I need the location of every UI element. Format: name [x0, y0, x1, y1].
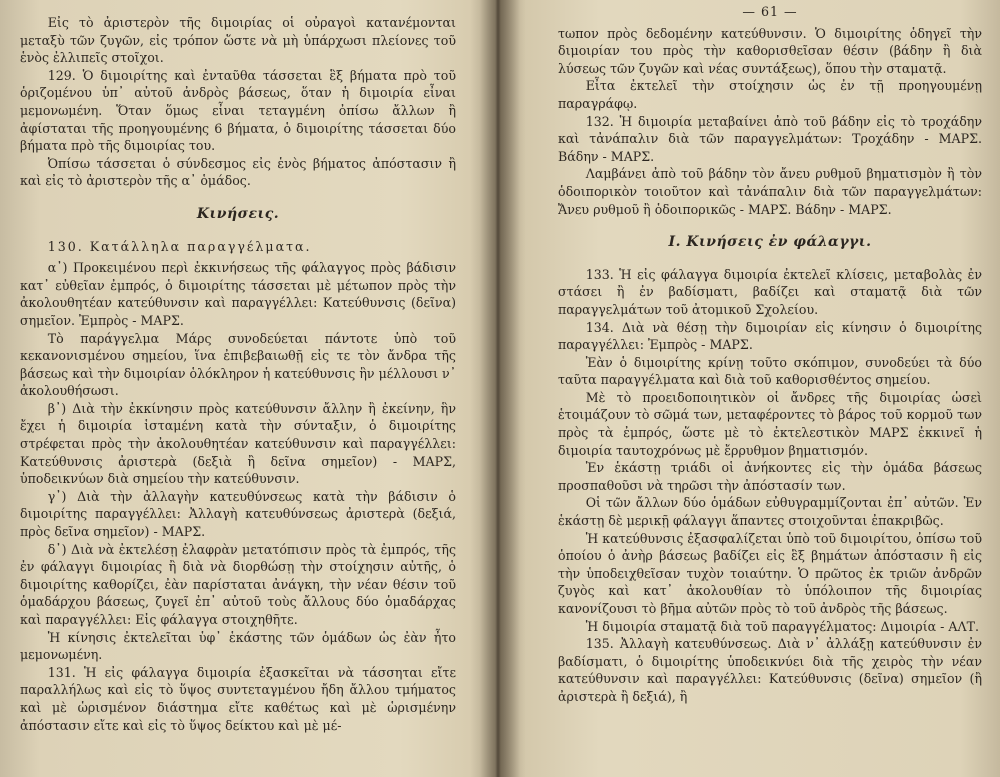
- paragraph-133: 133. Ἡ εἰς φάλαγγα διμοιρία ἐκτελεῖ κλίσεις, μεταβολὰς ἐν στάσει ἢ ἐν βαδίσματι, βαδίζει καὶ σταματᾷ διὰ τῶν παραγγελμάτων τοῦ ἀτομικοῦ Σχολείου.: [558, 266, 982, 317]
- paragraph: Εἰς τὸ ἀριστερὸν τῆς διμοιρίας οἱ οὐραγοὶ κατανέμονται μεταξὺ τῶν ζυγῶν, εἰς τρόπον ὥστε νὰ μὴ ὑπάρχωσι πλείονες τοῦ ἑνὸς ἐλλιπεῖς στοῖχοι.: [20, 15, 456, 66]
- paragraph: Ἡ κίνησις ἐκτελεῖται ὑφ᾽ ἑκάστης τῶν ὁμάδων ὡς ἐὰν ἦτο μεμονωμένη.: [20, 629, 456, 663]
- paragraph: Λαμβάνει ἀπὸ τοῦ βάδην τὸν ἄνευ ρυθμοῦ βηματισμὸν ἢ τὸν ὁδοιπορικὸν τοιοῦτον καὶ τἀνάπαλιν διὰ τῶν παραγγελμάτων: Ἄνευ ρυθμοῦ ἢ ὁδοιπορικῶς - ΜΑΡΣ. Βάδην - ΜΑΡΣ.: [558, 166, 982, 217]
- paragraph: Ἐν ἑκάστῃ τριάδι οἱ ἀνήκοντες εἰς τὴν ὁμάδα βάσεως προσπαθοῦσι νὰ τηρῶσι τὴν ἀπόστασίν των.: [558, 460, 982, 493]
- paragraph-130c: γ᾽) Διὰ τὴν ἀλλαγὴν κατευθύνσεως κατὰ τὴν βάδισιν ὁ διμοιρίτης παραγγέλλει: Ἀλλαγὴ κατευθύνσεως ἀριστερὰ (δεξιά, πρὸς δεῖνα σημεῖον) - ΜΑΡΣ.: [20, 488, 456, 540]
- paragraph-130-title: 130. Κατάλληλα παραγγέλματα.: [47, 238, 312, 254]
- section-heading: Ι. Κινήσεις ἐν φάλαγγι.: [668, 234, 872, 251]
- paragraph-135: 135. Ἀλλαγὴ κατευθύνσεως. Διὰ ν᾽ ἀλλάξῃ κατεύθυνσιν ἐν βαδίσματι, ὁ διμοιρίτης ὑποδεικνύει διὰ τῆς χειρὸς τὴν νέαν κατεύθυνσιν καὶ παραγγέλλει: Κατεύθυνσις (δεῖνα) σημεῖον (ἢ ἀριστερὰ ἢ δεξιά), ἢ: [558, 636, 982, 704]
- paragraph: Οἱ τῶν ἄλλων δύο ὁμάδων εὐθυγραμμίζονται ἐπ᾽ αὐτῶν. Ἐν ἑκάστῃ δὲ μερικῇ φάλαγγι ἅπαντες στοιχοῦνται ἐπακριβῶς.: [558, 495, 982, 529]
- paragraph-129: 129. Ὁ διμοιρίτης καὶ ἐνταῦθα τάσσεται ἓξ βήματα πρὸ τοῦ ὁριζομένου ὑπ᾽ αὐτοῦ ἀνδρὸς βάσεως, ὅταν ἡ διμοιρία εἶναι μεμονωμένη. Ὅταν ὅμως εἶναι τεταγμένη ὀπίσω ἄλλων ἢ ἀφίσταται τῆς προηγουμένης 6 βήματα, ὁ διμοιρίτης τάσσεται δύο βήματα πρὸ τῆς διμοιρίας του.: [20, 67, 456, 154]
- paragraph-131: 131. Ἡ εἰς φάλαγγα διμοιρία ἐξασκεῖται νὰ τάσσηται εἴτε παραλλήλως καὶ εἰς τὸ ὕψος συντεταγμένου ἤδη ἄλλου τμήματος καὶ μὲ ὡρισμένον διάστημα εἴτε καθέτως καὶ μὲ ὡρισμένην ἀπόστασιν εἴτε καὶ εἰς τὸ ὕψος δείκτου καὶ μὲ μέ-: [20, 664, 456, 733]
- paragraph-130d: δ᾽) Διὰ νὰ ἐκτελέσῃ ἐλαφρὰν μετατόπισιν πρὸς τὰ ἐμπρός, τῆς ἐν φάλαγγι διμοιρίας ἢ διὰ νὰ διορθώσῃ τὴν στοίχησιν αὐτῆς, ὁ διμοιρίτης καθορίζει, ἐὰν παρίσταται ἀνάγκη, τὴν νέαν θέσιν τοῦ ὁμαδάρχου βάσεως, ζυγεῖ ἐπ᾽ αὐτοῦ τοὺς ἄλλους δύο ὁμαδάρχας καὶ παραγγέλλει: Εἰς φάλαγγα στοιχηθῆτε.: [20, 541, 456, 627]
- book-gutter: [470, 0, 526, 777]
- paragraph: Ὀπίσω τάσσεται ὁ σύνδεσμος εἰς ἑνὸς βήματος ἀπόστασιν ἢ καὶ εἰς τὸ ἀριστερὸν τῆς α᾽ ὁμάδος.: [20, 155, 456, 189]
- paragraph: Μὲ τὸ προειδοποιητικὸν οἱ ἄνδρες τῆς διμοιρίας ὡσεὶ ἑτοιμάζουν τὸ σῶμά των, μεταφέροντες τὸ βάρος τοῦ κορμοῦ των πρὸς τὰ ἐμπρός, ὥστε μὲ τὸ ἐκτελεστικὸν ΜΑΡΣ ἐκκινεῖ ἡ διμοιρία ταυτοχρόνως μὲ ἔρρυθμον βηματισμόν.: [558, 389, 982, 458]
- paragraph: τωπον πρὸς δεδομένην κατεύθυνσιν. Ὁ διμοιρίτης ὁδηγεῖ τὴν διμοιρίαν του πρὸς τὴν καθορισθεῖσαν θέσιν (βάδην ἢ διὰ λύσεως τῶν ζυγῶν καὶ νέας συντάξεως), ὅπου τὴν σταματᾷ.: [558, 25, 982, 76]
- paragraph: Εἶτα ἐκτελεῖ τὴν στοίχησιν ὡς ἐν τῇ προηγουμένῃ παραγράφῳ.: [558, 78, 982, 111]
- paragraph: Ἡ κατεύθυνσις ἐξασφαλίζεται ὑπὸ τοῦ διμοιρίτου, ὀπίσω τοῦ ὁποίου ὁ ἀνὴρ βάσεως βαδίζει εἰς ἓξ βημάτων ἀπόστασιν ἢ εἰς τὴν ὑποδειχθεῖσαν τυχὸν τοιαύτην. Ὁ πρῶτος ἐκ τριῶν ἀνδρῶν ζυγὸς καὶ κατ᾽ ἀκολουθίαν τὸ ὑπόλοιπον τῆς διμοιρίας κανονίζουσι τὸ βῆμα αὐτῶν πρὸς τὸ τοῦ ἀνδρὸς τῆς βάσεως.: [558, 530, 982, 616]
- right-page: [526, 0, 1000, 777]
- page-number: — 61 —: [742, 4, 798, 19]
- left-page: [0, 0, 470, 777]
- paragraph: Τὸ παράγγελμα Μάρς συνοδεύεται πάντοτε ὑπὸ τοῦ κεκανονισμένου σημείου, ἵνα ἐπιβεβαιωθῇ εἰς τε τὸν ἄνδρα τῆς βάσεως καὶ τὴν διμοιρίαν ὁλόκληρον ἡ κατεύθυνσις ἣν μέλλουσι ν᾽ ἀκολουθήσωσι.: [20, 330, 456, 399]
- paragraph-134: 134. Διὰ νὰ θέσῃ τὴν διμοιρίαν εἰς κίνησιν ὁ διμοιρίτης παραγγέλλει: Ἐμπρὸς - ΜΑΡΣ.: [558, 319, 982, 353]
- paragraph-130a: α᾽) Προκειμένου περὶ ἐκκινήσεως τῆς φάλαγγος πρὸς βάδισιν κατ᾽ εὐθεῖαν ἐμπρός, ὁ διμοιρίτης τάσσεται μὲ μέτωπον πρὸς τὴν ἀκολουθητέαν κατεύθυνσιν καὶ παραγγέλλει: Κατεύθυνσις (δεῖνα) σημεῖον. Ἐμπρὸς - ΜΑΡΣ.: [20, 260, 456, 328]
- paragraph-130b: β᾽) Διὰ τὴν ἐκκίνησιν πρὸς κατεύθυνσιν ἄλλην ἢ ἐκείνην, ἣν ἔχει ἡ διμοιρία ἱσταμένη κατὰ τὴν σύνταξιν, ὁ διμοιρίτης στρέφεται πρὸς τὴν ἀκολουθητέαν κατεύθυνσιν καὶ παραγγέλλει: Κατεύθυνσις ἀριστερὰ (δεξιὰ ἢ δεῖνα σημεῖον) - ΜΑΡΣ, ὑποδεικνύων διὰ σημείου τὴν κατεύθυνσιν.: [20, 400, 456, 487]
- paragraph-132: 132. Ἡ διμοιρία μεταβαίνει ἀπὸ τοῦ βάδην εἰς τὸ τροχάδην καὶ τἀνάπαλιν διὰ τῶν παραγγελμάτων: Τροχάδην - ΜΑΡΣ. Βάδην - ΜΑΡΣ.: [558, 113, 982, 164]
- paragraph: Ἡ διμοιρία σταματᾷ διὰ τοῦ παραγγέλματος: Διμοιρία - ΑΛΤ.: [585, 618, 979, 634]
- section-heading: Κινήσεις.: [196, 205, 280, 222]
- paragraph: Ἐὰν ὁ διμοιρίτης κρίνῃ τοῦτο σκόπιμον, συνοδεύει τὰ δύο ταῦτα παραγγέλματα καὶ διὰ τοῦ καθορισθέντος σημείου.: [558, 354, 982, 388]
